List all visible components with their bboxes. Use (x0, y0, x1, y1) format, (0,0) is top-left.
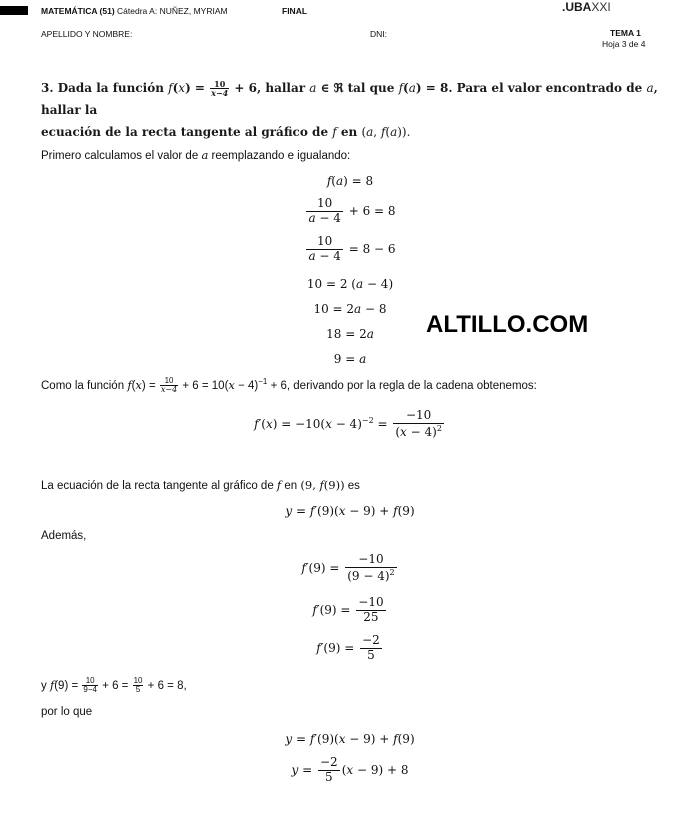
uba-logo: .UBAXXI (562, 0, 611, 14)
ademas-text: Además, (41, 530, 87, 542)
tangent-text: La ecuación de la recta tangente al gráfico de f en (9, f(9)) es (41, 478, 360, 492)
por-lo-que-text: por lo que (41, 706, 93, 718)
eq-tangent-general: y = f′(9)(x − 9) + f(9) (285, 504, 415, 518)
corner-mark (0, 6, 28, 15)
eq-step-4: 10 = 2a − 8 (313, 302, 387, 316)
dni-label: DNI: (370, 29, 387, 39)
eq-step-3: 10 = 2 (a − 4) (306, 277, 394, 291)
exam-type: FINAL (282, 6, 308, 16)
course-title: MATEMÁTICA (51) (41, 6, 115, 16)
f9-text: y f(9) = $\frac{10}{9-4}$ + 6 = $\frac{10}{5}$ + 6 = 8, (41, 676, 187, 695)
intro-text: Primero calculamos el valor de a reemplazando e igualando: (41, 148, 351, 162)
eq-fa-equals-8: f(a) = 8 (326, 174, 374, 188)
name-label: APELLIDO Y NOMBRE: (41, 29, 133, 39)
eq-derivative: $f'(x) = -10(x - 4)^{-2}$ = $\frac{-10}{(x - 4)^2}$ (254, 408, 442, 439)
page-indicator: Hoja 3 de 4 (602, 39, 646, 49)
chair-name: Cátedra A: NUÑEZ, MYRIAM (117, 6, 228, 16)
header-course-line (41, 6, 228, 16)
eq-step-2: $\frac{10}{a - 4}$ = 8 − 6 (308, 234, 396, 263)
eq-tangent-general-2: y = f′(9)(x − 9) + f(9) (285, 732, 415, 746)
eq-step-6: 9 = a (333, 352, 367, 366)
chain-rule-text: Como la función f(x) = $\frac{10}{x-4}$ + $6 = 10(x - 4)^{-1} + 6$, derivando por la regla de la cadena obtenemos: (41, 376, 537, 395)
eq-fprime9-c: f′(9) = $\frac{-2}{5}$ (316, 633, 380, 662)
eq-step-1: $\frac{10}{a - 4}$ + 6 = 8 (308, 196, 396, 225)
tema-label: TEMA 1 (610, 28, 641, 38)
problem-statement: 3. Dada la función f(x) = $\frac{10}{x-4}$ + 6, hallar a ∈ ℜ tal que f(a) = 8. Para el valor encontrado de a, hallar la ecuación de la recta tangente al gráfico de f en (a, f(a)). (41, 78, 658, 139)
watermark: ALTILLO.COM (426, 311, 589, 338)
eq-tangent-final: y = $\frac{-2}{5}$ (x − 9) + 8 (291, 755, 409, 784)
eq-fprime9-a: f′(9) = $\frac{-10}{(9 - 4)^2}$ (301, 552, 395, 583)
eq-fprime9-b: f′(9) = $\frac{-10}{25}$ (312, 595, 384, 624)
eq-step-5: 18 = 2a (326, 327, 374, 341)
